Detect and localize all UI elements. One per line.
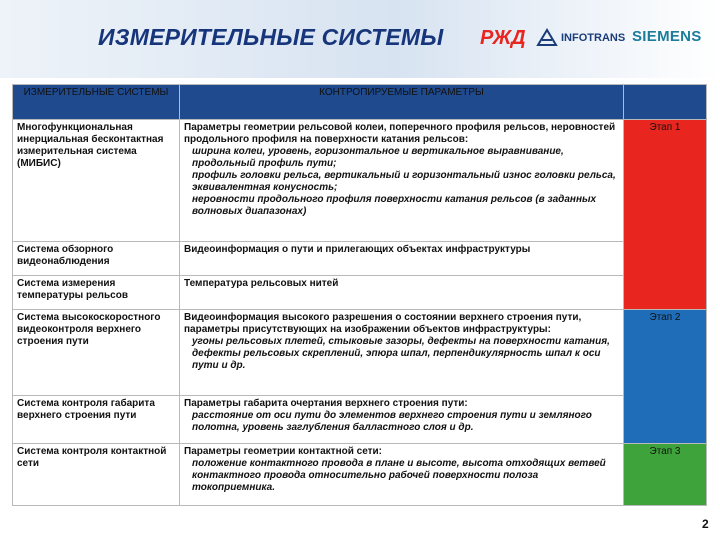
stage-3-cell: Этап 3 bbox=[624, 444, 707, 506]
param-item: расстояние от оси пути до элементов верхнего строения пути и земляного полотна, уровень заглубления балластного слоя и др. bbox=[192, 410, 592, 433]
infotrans-logo-text: INFOTRANS bbox=[561, 32, 626, 44]
param-cell bbox=[180, 120, 624, 242]
param-cell bbox=[180, 242, 624, 276]
table-row bbox=[13, 396, 707, 444]
system-cell: Система обзорного видеонаблюдения bbox=[13, 242, 180, 276]
table-row bbox=[13, 242, 707, 276]
table-row bbox=[13, 444, 707, 506]
page-number: 2 bbox=[702, 517, 709, 531]
table-header-row bbox=[13, 85, 707, 120]
param-title: Температура рельсовых нитей bbox=[184, 278, 339, 289]
rzd-logo-icon bbox=[478, 22, 526, 50]
system-cell: Система высокоскоростного видеоконтроля верхнего строения пути bbox=[13, 310, 180, 396]
system-cell: Система контроля контактной сети bbox=[13, 444, 180, 506]
param-title: Параметры геометрии контактной сети: bbox=[184, 446, 383, 457]
col-header-systems: ИЗМЕРИТЕЛЬНЫЕ СИСТЕМЫ bbox=[13, 85, 180, 120]
systems-table bbox=[12, 84, 707, 506]
table-row bbox=[13, 310, 707, 396]
col-header-stage bbox=[624, 85, 707, 120]
table-row bbox=[13, 120, 707, 242]
param-item: положение контактного провода в плане и высоте, высота отходящих ветвей контактного провода относительно рабочей поверхности полоза токоприемника. bbox=[192, 458, 606, 493]
stage-2-cell: Этап 2 bbox=[624, 310, 707, 444]
param-item: угоны рельсовых плетей, стыковые зазоры, дефекты на поверхности катания, дефекты рельсовых скреплений, эпюра шпал, перпендикулярность шпал к оси пути и др. bbox=[192, 336, 610, 371]
slide-header bbox=[0, 0, 720, 78]
param-item: профиль головки рельса, вертикальный и горизонтальный износ головки рельса, эквивалентная конусность; bbox=[192, 170, 616, 193]
page-title: ИЗМЕРИТЕЛЬНЫЕ СИСТЕМЫ bbox=[98, 24, 444, 50]
param-cell bbox=[180, 396, 624, 444]
table-row bbox=[13, 276, 707, 310]
infotrans-logo bbox=[536, 26, 625, 50]
stage-1-cell: Этап 1 bbox=[624, 120, 707, 310]
svg-text:РЖД: РЖД bbox=[480, 27, 526, 49]
siemens-logo: SIEMENS bbox=[632, 28, 702, 45]
param-title: Параметры геометрии рельсовой колеи, поперечного профиля рельсов, неровностей продольного профиля на поверхности катания рельсов: bbox=[184, 122, 616, 145]
param-title: Видеоинформация о пути и прилегающих объектах инфраструктуры bbox=[184, 244, 531, 255]
system-cell: Система измерения температуры рельсов bbox=[13, 276, 180, 310]
param-title: Видеоинформация высокого разрешения о состоянии верхнего строения пути, параметры присутствующих на изображении объектов инфраструктуры: bbox=[184, 312, 582, 335]
param-item: неровности продольного профиля поверхности катания рельсов (в заданных волновых диапазонах) bbox=[192, 194, 597, 217]
param-cell bbox=[180, 310, 624, 396]
param-cell bbox=[180, 276, 624, 310]
col-header-params: КОНТРОПИРУЕМЫЕ ПАРАМЕТРЫ bbox=[180, 85, 624, 120]
system-cell: Многофункциональная инерциальная бесконтактная измерительная система (МИБИС) bbox=[13, 120, 180, 242]
infotrans-logo-icon bbox=[536, 27, 558, 49]
param-title: Параметры габарита очертания верхнего строения пути: bbox=[184, 398, 468, 409]
system-cell: Система контроля габарита верхнего строения пути bbox=[13, 396, 180, 444]
param-cell bbox=[180, 444, 624, 506]
param-item: ширина колеи, уровень, горизонтальное и вертикальное выравнивание, продольный профиль пути; bbox=[192, 146, 564, 169]
